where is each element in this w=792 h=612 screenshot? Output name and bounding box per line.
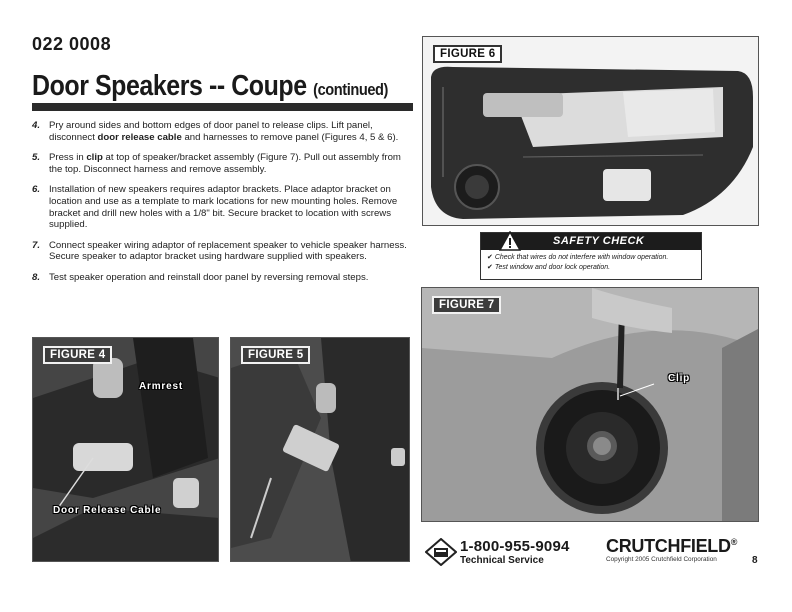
figure-5-cable-disconnect <box>230 337 410 562</box>
figure-5-label: FIGURE 5 <box>241 346 310 364</box>
step-number: 7. <box>32 239 41 251</box>
figure-4-armrest <box>32 337 219 562</box>
copyright: Copyright 2005 Crutchfield Corporation <box>606 556 717 563</box>
brand-logo: CRUTCHFIELD® <box>606 536 738 556</box>
warning-icon <box>499 231 521 251</box>
armrest-photo <box>33 338 219 562</box>
speaker-photo <box>422 288 759 522</box>
safety-check-heading: SAFETY CHECK <box>481 233 701 250</box>
step-8 <box>32 272 412 284</box>
step-text: Connect speaker wiring adaptor of replacement speaker to vehicle speaker harness. Secure speaker to adaptor bracket using hardware supplied with speakers. <box>49 239 407 263</box>
page-title <box>32 70 388 103</box>
technical-service-icon <box>425 538 457 566</box>
step-7 <box>32 240 412 263</box>
step-text: Press in clip at top of speaker/bracket assembly (Figure 7). Pull out assembly from the top. Disconnect harness and remove assembly. <box>49 152 401 175</box>
title-subtitle: (continued) <box>313 80 388 99</box>
step-text: Installation of new speakers requires adaptor brackets. Place adaptor bracket on location and use as a template to mark locations for new mounting holes. Remove bracket and drill new holes with a 1/8" bit. Secure bracket to location with screws supplied. <box>49 184 398 231</box>
step-6 <box>32 184 412 230</box>
step-text: Test speaker operation and reinstall door panel by reversing removal steps. <box>49 271 369 283</box>
figure-6-door-panel <box>422 36 759 226</box>
figure-7-speaker-clip <box>421 287 759 522</box>
safety-check-box <box>480 232 702 280</box>
clip-callout: Clip <box>668 373 691 384</box>
step-number: 8. <box>32 271 41 283</box>
safety-check-list <box>481 250 701 276</box>
door-panel-photo <box>423 37 759 226</box>
step-number: 6. <box>32 184 41 196</box>
safety-item: ✔ Check that wires do not interfere with window operation. <box>487 253 695 263</box>
document-code: 022 0008 <box>32 34 112 54</box>
door-release-cable-callout: Door Release Cable <box>53 505 162 516</box>
step-number: 4. <box>32 120 41 131</box>
title-rule <box>32 103 413 111</box>
armrest-callout: Armrest <box>139 381 183 392</box>
step-text: Pry around sides and bottom edges of door panel to release clips. Lift panel, disconnect door release cable and harnesses to remove panel (Figures 4, 5 & 6). <box>49 120 399 143</box>
instruction-steps <box>32 120 412 293</box>
safety-item: ✔ Test window and door lock operation. <box>487 263 695 273</box>
step-4 <box>32 120 412 143</box>
technical-service-label: Technical Service <box>460 555 544 566</box>
step-5 <box>32 152 412 175</box>
figure-4-label: FIGURE 4 <box>43 346 112 364</box>
figure-6-label: FIGURE 6 <box>433 45 502 63</box>
cable-disconnect-photo <box>231 338 410 562</box>
title-main: Door Speakers -- Coupe <box>32 70 307 102</box>
step-number: 5. <box>32 152 41 164</box>
page-number: 8 <box>752 555 758 566</box>
figure-7-label: FIGURE 7 <box>432 296 501 314</box>
support-phone: 1-800-955-9094 <box>460 538 570 555</box>
